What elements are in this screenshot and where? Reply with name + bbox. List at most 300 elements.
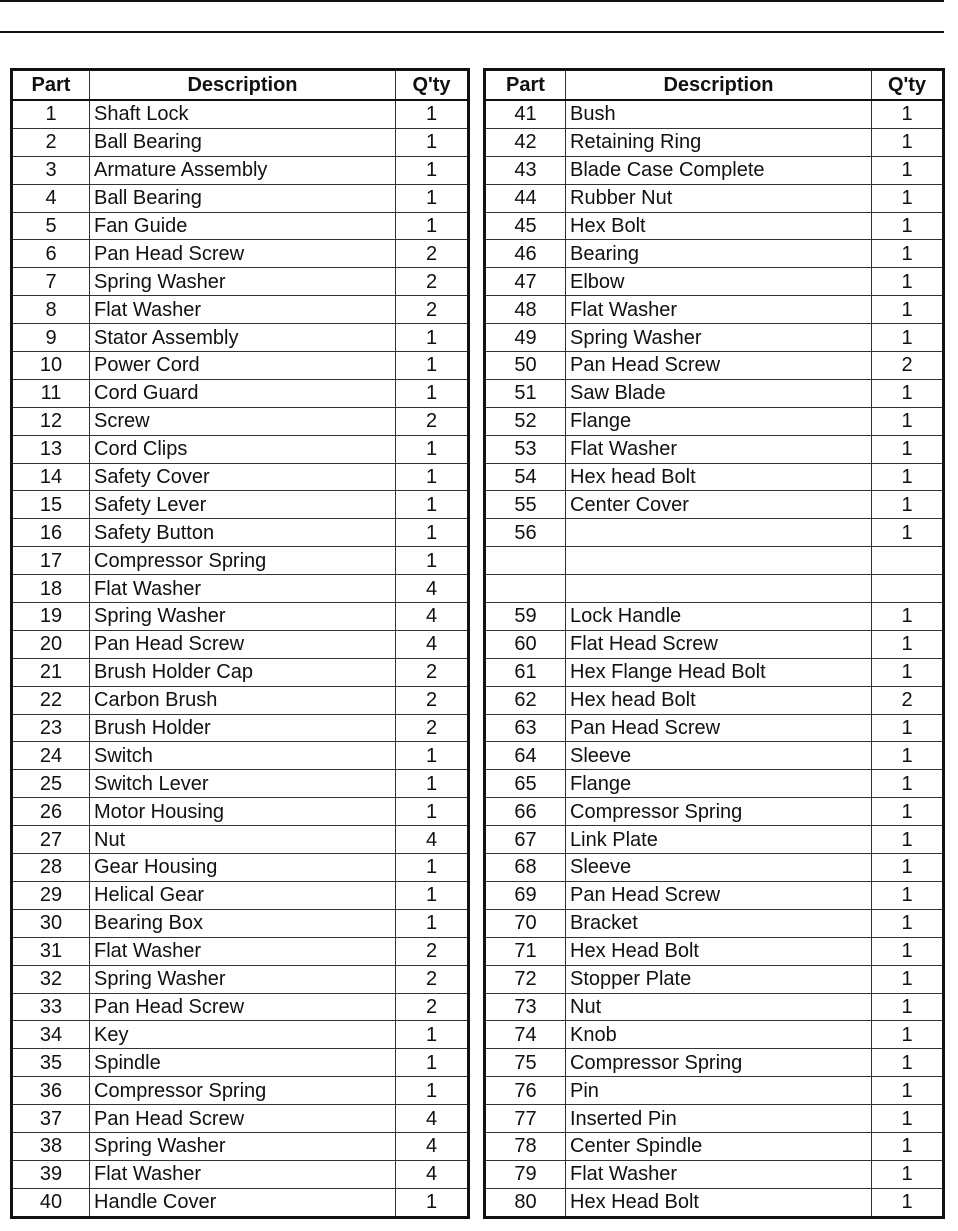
quantity-cell: 2	[396, 407, 469, 435]
description-cell: Compressor Spring	[90, 1077, 396, 1105]
table-row	[12, 268, 469, 296]
table-row	[485, 268, 944, 296]
table-row	[485, 296, 944, 324]
table-row	[485, 909, 944, 937]
part-number-cell: 56	[485, 519, 566, 547]
part-number-cell: 20	[12, 630, 90, 658]
part-number-cell: 23	[12, 714, 90, 742]
part-number-cell: 71	[485, 937, 566, 965]
part-number-cell: 25	[12, 770, 90, 798]
table-row	[485, 435, 944, 463]
table-row	[485, 881, 944, 909]
part-number-cell: 75	[485, 1049, 566, 1077]
description-cell: Armature Assembly	[90, 156, 396, 184]
part-number-cell: 5	[12, 212, 90, 240]
quantity-cell: 1	[872, 296, 944, 324]
description-cell: Center Cover	[566, 491, 872, 519]
description-cell: Power Cord	[90, 352, 396, 380]
table-row	[485, 630, 944, 658]
part-number-cell: 21	[12, 658, 90, 686]
parts-table-left	[10, 68, 470, 1219]
description-cell: Saw Blade	[566, 379, 872, 407]
quantity-cell: 1	[872, 324, 944, 352]
part-number-cell: 29	[12, 881, 90, 909]
quantity-cell: 4	[396, 630, 469, 658]
part-number-cell: 37	[12, 1105, 90, 1133]
part-header: Part	[485, 70, 566, 101]
description-cell: Stator Assembly	[90, 324, 396, 352]
table-row	[485, 575, 944, 603]
part-number-cell: 60	[485, 630, 566, 658]
quantity-cell: 1	[396, 770, 469, 798]
table-row	[12, 547, 469, 575]
description-cell: Ball Bearing	[90, 184, 396, 212]
table-row	[485, 156, 944, 184]
quantity-cell: 1	[396, 463, 469, 491]
table-row	[485, 937, 944, 965]
table-row	[12, 519, 469, 547]
table-row	[485, 100, 944, 128]
table-row	[485, 1077, 944, 1105]
quantity-cell: 1	[872, 1132, 944, 1160]
table-row	[485, 128, 944, 156]
table-row	[12, 881, 469, 909]
description-cell: Screw	[90, 407, 396, 435]
table-row	[485, 184, 944, 212]
quantity-cell: 1	[872, 156, 944, 184]
qty-header: Q'ty	[396, 70, 469, 101]
table-row	[485, 519, 944, 547]
part-number-cell: 46	[485, 240, 566, 268]
parts-table-right	[483, 68, 945, 1219]
description-cell: Spring Washer	[90, 268, 396, 296]
description-cell: Hex Bolt	[566, 212, 872, 240]
table-row	[485, 1188, 944, 1217]
part-number-cell: 19	[12, 603, 90, 631]
qty-header: Q'ty	[872, 70, 944, 101]
part-number-cell: 14	[12, 463, 90, 491]
part-number-cell: 65	[485, 770, 566, 798]
description-cell: Compressor Spring	[566, 798, 872, 826]
description-cell	[566, 519, 872, 547]
part-number-cell: 3	[12, 156, 90, 184]
part-number-cell: 64	[485, 742, 566, 770]
table-row	[485, 1049, 944, 1077]
part-number-cell: 68	[485, 854, 566, 882]
quantity-cell: 2	[396, 268, 469, 296]
part-number-cell: 7	[12, 268, 90, 296]
table-row	[12, 1021, 469, 1049]
description-cell: Hex head Bolt	[566, 463, 872, 491]
quantity-cell: 4	[396, 575, 469, 603]
quantity-cell: 1	[872, 1188, 944, 1217]
quantity-cell: 1	[396, 100, 469, 128]
table-row	[485, 547, 944, 575]
quantity-cell: 1	[872, 128, 944, 156]
description-cell: Flat Washer	[566, 435, 872, 463]
description-cell: Fan Guide	[90, 212, 396, 240]
part-number-cell: 76	[485, 1077, 566, 1105]
quantity-cell: 4	[396, 603, 469, 631]
table-row	[12, 630, 469, 658]
description-cell: Center Spindle	[566, 1132, 872, 1160]
quantity-cell: 1	[396, 1188, 469, 1217]
part-number-cell: 35	[12, 1049, 90, 1077]
quantity-cell: 4	[396, 1132, 469, 1160]
quantity-cell: 1	[872, 658, 944, 686]
part-number-cell: 1	[12, 100, 90, 128]
description-cell: Flat Washer	[566, 296, 872, 324]
table-row	[12, 686, 469, 714]
table-row	[12, 352, 469, 380]
table-row	[485, 352, 944, 380]
quantity-cell: 1	[872, 630, 944, 658]
table-row	[12, 937, 469, 965]
table-row	[485, 714, 944, 742]
description-cell: Compressor Spring	[566, 1049, 872, 1077]
description-cell: Flange	[566, 407, 872, 435]
table-row	[485, 826, 944, 854]
part-number-cell: 22	[12, 686, 90, 714]
quantity-cell: 2	[396, 937, 469, 965]
description-cell: Switch Lever	[90, 770, 396, 798]
table-row	[485, 324, 944, 352]
table-row	[485, 798, 944, 826]
quantity-cell: 1	[872, 603, 944, 631]
description-cell: Sleeve	[566, 854, 872, 882]
table-row	[12, 128, 469, 156]
table-row	[12, 100, 469, 128]
table-row	[12, 770, 469, 798]
table-row	[12, 798, 469, 826]
part-number-cell: 69	[485, 881, 566, 909]
part-number-cell: 26	[12, 798, 90, 826]
part-number-cell: 32	[12, 965, 90, 993]
top-rule	[0, 0, 944, 2]
part-number-cell: 78	[485, 1132, 566, 1160]
part-number-cell: 66	[485, 798, 566, 826]
part-number-cell: 52	[485, 407, 566, 435]
quantity-cell: 2	[396, 658, 469, 686]
part-number-cell: 34	[12, 1021, 90, 1049]
description-cell: Safety Button	[90, 519, 396, 547]
part-number-cell: 61	[485, 658, 566, 686]
part-number-cell: 73	[485, 993, 566, 1021]
quantity-cell: 1	[396, 352, 469, 380]
part-number-cell: 44	[485, 184, 566, 212]
table-row	[485, 965, 944, 993]
description-cell: Pan Head Screw	[566, 881, 872, 909]
header-row	[485, 70, 944, 101]
part-number-cell: 10	[12, 352, 90, 380]
quantity-cell: 1	[872, 770, 944, 798]
quantity-cell: 1	[872, 1160, 944, 1188]
part-number-cell: 41	[485, 100, 566, 128]
description-cell: Flat Washer	[90, 575, 396, 603]
right-table-body	[485, 100, 944, 1217]
table-row	[485, 407, 944, 435]
description-cell: Spring Washer	[566, 324, 872, 352]
table-row	[12, 854, 469, 882]
part-number-cell: 28	[12, 854, 90, 882]
table-row	[12, 575, 469, 603]
description-cell: Flange	[566, 770, 872, 798]
table-row	[12, 993, 469, 1021]
part-number-cell: 74	[485, 1021, 566, 1049]
description-header: Description	[90, 70, 396, 101]
description-cell: Nut	[90, 826, 396, 854]
quantity-cell: 1	[872, 240, 944, 268]
table-row	[12, 1105, 469, 1133]
left-table-body	[12, 100, 469, 1217]
part-number-cell	[485, 547, 566, 575]
table-row	[485, 603, 944, 631]
part-number-cell: 54	[485, 463, 566, 491]
table-row	[12, 379, 469, 407]
quantity-cell: 1	[872, 463, 944, 491]
quantity-cell: 1	[396, 156, 469, 184]
table-row	[12, 1132, 469, 1160]
table-row	[485, 770, 944, 798]
description-cell: Safety Cover	[90, 463, 396, 491]
description-cell: Switch	[90, 742, 396, 770]
quantity-cell: 2	[396, 686, 469, 714]
table-row	[12, 1049, 469, 1077]
quantity-cell: 4	[396, 1160, 469, 1188]
description-cell: Retaining Ring	[566, 128, 872, 156]
table-row	[12, 156, 469, 184]
quantity-cell: 1	[396, 1021, 469, 1049]
table-row	[12, 603, 469, 631]
quantity-cell: 1	[396, 547, 469, 575]
description-cell: Motor Housing	[90, 798, 396, 826]
description-cell: Gear Housing	[90, 854, 396, 882]
table-row	[485, 379, 944, 407]
part-number-cell: 18	[12, 575, 90, 603]
quantity-cell: 1	[396, 491, 469, 519]
description-cell: Pan Head Screw	[566, 714, 872, 742]
description-cell: Helical Gear	[90, 881, 396, 909]
description-cell: Flat Washer	[90, 1160, 396, 1188]
quantity-cell: 1	[872, 268, 944, 296]
table-row	[485, 742, 944, 770]
table-row	[485, 1021, 944, 1049]
description-header: Description	[566, 70, 872, 101]
quantity-cell: 1	[872, 1105, 944, 1133]
description-cell: Compressor Spring	[90, 547, 396, 575]
description-cell: Pan Head Screw	[90, 630, 396, 658]
table-row	[485, 212, 944, 240]
quantity-cell: 1	[872, 184, 944, 212]
description-cell: Ball Bearing	[90, 128, 396, 156]
table-row	[485, 658, 944, 686]
table-row	[12, 826, 469, 854]
part-number-cell: 8	[12, 296, 90, 324]
quantity-cell: 1	[396, 128, 469, 156]
description-cell: Pin	[566, 1077, 872, 1105]
description-cell: Rubber Nut	[566, 184, 872, 212]
part-number-cell: 55	[485, 491, 566, 519]
description-cell: Handle Cover	[90, 1188, 396, 1217]
table-row	[12, 1188, 469, 1217]
quantity-cell: 1	[872, 993, 944, 1021]
part-number-cell: 51	[485, 379, 566, 407]
part-number-cell: 45	[485, 212, 566, 240]
quantity-cell: 1	[872, 937, 944, 965]
part-number-cell: 47	[485, 268, 566, 296]
description-cell: Pan Head Screw	[566, 352, 872, 380]
table-row	[12, 212, 469, 240]
quantity-cell: 1	[872, 1021, 944, 1049]
description-cell: Hex head Bolt	[566, 686, 872, 714]
description-cell: Pan Head Screw	[90, 993, 396, 1021]
table-row	[12, 658, 469, 686]
part-number-cell	[485, 575, 566, 603]
part-number-cell: 70	[485, 909, 566, 937]
part-header: Part	[12, 70, 90, 101]
table-row	[12, 240, 469, 268]
quantity-cell: 1	[396, 519, 469, 547]
table-row	[12, 1160, 469, 1188]
part-number-cell: 62	[485, 686, 566, 714]
part-number-cell: 36	[12, 1077, 90, 1105]
quantity-cell: 1	[872, 854, 944, 882]
quantity-cell: 1	[872, 491, 944, 519]
quantity-cell	[872, 547, 944, 575]
quantity-cell: 4	[396, 826, 469, 854]
description-cell: Spring Washer	[90, 603, 396, 631]
part-number-cell: 72	[485, 965, 566, 993]
description-cell: Safety Lever	[90, 491, 396, 519]
description-cell: Link Plate	[566, 826, 872, 854]
description-cell: Inserted Pin	[566, 1105, 872, 1133]
quantity-cell: 1	[396, 1077, 469, 1105]
part-number-cell: 27	[12, 826, 90, 854]
part-number-cell: 42	[485, 128, 566, 156]
table-row	[12, 909, 469, 937]
quantity-cell: 1	[396, 1049, 469, 1077]
description-cell: Carbon Brush	[90, 686, 396, 714]
part-number-cell: 53	[485, 435, 566, 463]
quantity-cell: 2	[396, 296, 469, 324]
part-number-cell: 49	[485, 324, 566, 352]
part-number-cell: 16	[12, 519, 90, 547]
header-rule	[0, 31, 944, 33]
description-cell: Hex Flange Head Bolt	[566, 658, 872, 686]
quantity-cell: 1	[872, 1049, 944, 1077]
table-row	[12, 1077, 469, 1105]
description-cell: Bush	[566, 100, 872, 128]
description-cell: Bearing	[566, 240, 872, 268]
quantity-cell: 1	[396, 379, 469, 407]
description-cell: Hex Head Bolt	[566, 937, 872, 965]
part-number-cell: 12	[12, 407, 90, 435]
table-row	[12, 714, 469, 742]
table-row	[12, 463, 469, 491]
table-row	[12, 324, 469, 352]
part-number-cell: 79	[485, 1160, 566, 1188]
part-number-cell: 40	[12, 1188, 90, 1217]
part-number-cell: 33	[12, 993, 90, 1021]
table-row	[485, 1160, 944, 1188]
part-number-cell: 2	[12, 128, 90, 156]
part-number-cell: 11	[12, 379, 90, 407]
table-row	[12, 407, 469, 435]
description-cell: Elbow	[566, 268, 872, 296]
description-cell: Knob	[566, 1021, 872, 1049]
part-number-cell: 48	[485, 296, 566, 324]
quantity-cell: 1	[872, 909, 944, 937]
table-row	[485, 463, 944, 491]
description-cell: Cord Guard	[90, 379, 396, 407]
quantity-cell: 1	[872, 798, 944, 826]
description-cell: Spring Washer	[90, 1132, 396, 1160]
table-row	[12, 435, 469, 463]
quantity-cell	[872, 575, 944, 603]
description-cell: Cord Clips	[90, 435, 396, 463]
description-cell: Flat Washer	[90, 937, 396, 965]
table-row	[12, 491, 469, 519]
table-row	[12, 296, 469, 324]
part-number-cell: 17	[12, 547, 90, 575]
part-number-cell: 4	[12, 184, 90, 212]
quantity-cell: 1	[396, 324, 469, 352]
description-cell	[566, 547, 872, 575]
part-number-cell: 15	[12, 491, 90, 519]
part-number-cell: 43	[485, 156, 566, 184]
table-row	[12, 742, 469, 770]
quantity-cell: 1	[872, 100, 944, 128]
table-row	[12, 965, 469, 993]
part-number-cell: 38	[12, 1132, 90, 1160]
quantity-cell: 1	[872, 519, 944, 547]
table-row	[12, 184, 469, 212]
table-row	[485, 240, 944, 268]
quantity-cell: 1	[872, 212, 944, 240]
quantity-cell: 2	[872, 352, 944, 380]
quantity-cell: 1	[872, 881, 944, 909]
quantity-cell: 2	[396, 965, 469, 993]
description-cell: Hex Head Bolt	[566, 1188, 872, 1217]
table-row	[485, 854, 944, 882]
quantity-cell: 1	[396, 435, 469, 463]
description-cell: Flat Washer	[566, 1160, 872, 1188]
description-cell: Bearing Box	[90, 909, 396, 937]
quantity-cell: 2	[396, 240, 469, 268]
table-row	[485, 491, 944, 519]
table-row	[485, 1105, 944, 1133]
quantity-cell: 1	[872, 965, 944, 993]
quantity-cell: 1	[396, 184, 469, 212]
description-cell: Nut	[566, 993, 872, 1021]
description-cell: Stopper Plate	[566, 965, 872, 993]
quantity-cell: 1	[396, 212, 469, 240]
description-cell	[566, 575, 872, 603]
description-cell: Pan Head Screw	[90, 1105, 396, 1133]
part-number-cell: 31	[12, 937, 90, 965]
part-number-cell: 80	[485, 1188, 566, 1217]
table-row	[485, 993, 944, 1021]
description-cell: Pan Head Screw	[90, 240, 396, 268]
quantity-cell: 1	[872, 826, 944, 854]
description-cell: Blade Case Complete	[566, 156, 872, 184]
part-number-cell: 9	[12, 324, 90, 352]
quantity-cell: 4	[396, 1105, 469, 1133]
part-number-cell: 39	[12, 1160, 90, 1188]
description-cell: Flat Washer	[90, 296, 396, 324]
part-number-cell: 67	[485, 826, 566, 854]
description-cell: Bracket	[566, 909, 872, 937]
